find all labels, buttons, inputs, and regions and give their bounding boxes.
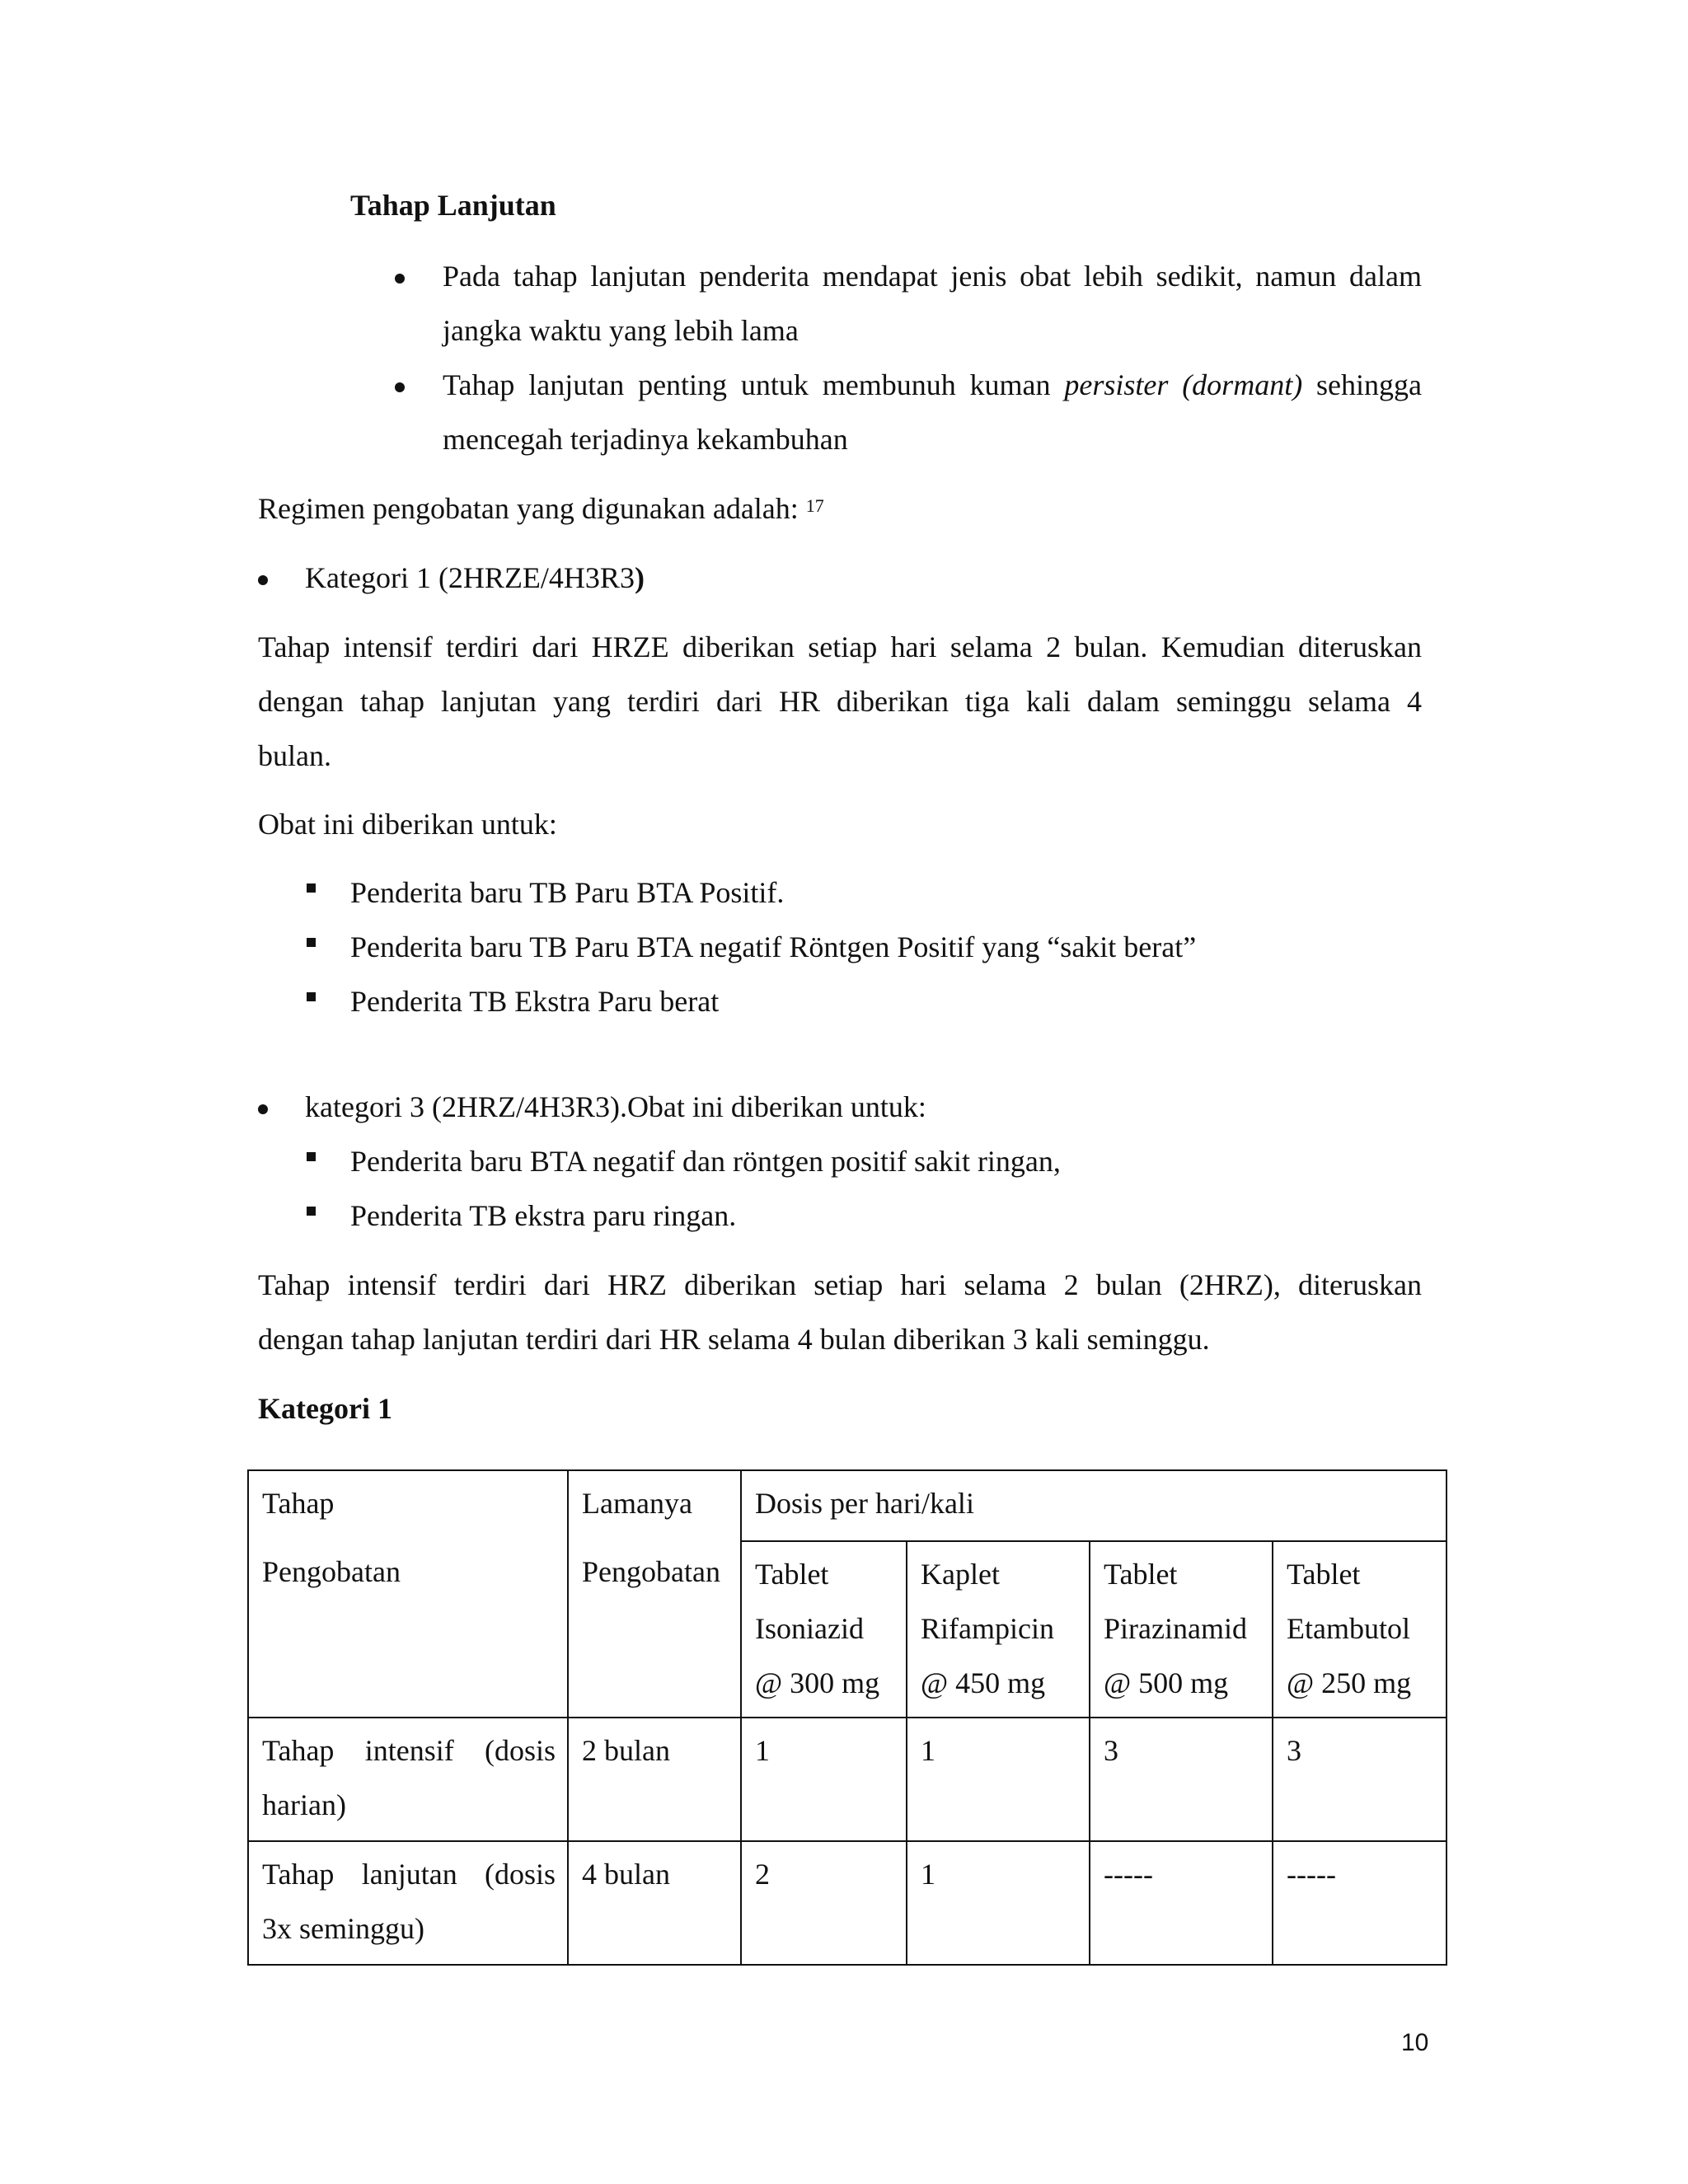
kategori1-para-line1: Tahap intensif terdiri dari HRZE diberikan setiap hari selama 2 bulan. Kemudian diteruskan	[258, 630, 1422, 663]
header-drug-pirazinamid: Tablet Pirazinamid @ 500 mg	[1090, 1541, 1273, 1718]
row-dose-rifampicin: 1	[907, 1718, 1090, 1841]
row-tahap: Tahap intensif (dosis harian)	[248, 1718, 568, 1841]
bullet-square	[307, 992, 316, 1001]
lanjutan-bullet-1-line2: jangka waktu yang lebih lama	[443, 314, 799, 347]
table-row	[248, 1841, 1447, 1965]
kategori3-para-line2: dengan tahap lanjutan terdiri dari HR selama 4 bulan diberikan 3 kali seminggu.	[258, 1323, 1210, 1356]
bullet-square	[307, 883, 316, 893]
kategori1-target-3: Penderita TB Ekstra Paru berat	[350, 985, 720, 1018]
bullet-dot	[258, 575, 268, 585]
bullet-dot	[395, 274, 405, 284]
row-dose-etambutol: -----	[1273, 1841, 1447, 1965]
lanjutan-bullet-1-line1: Pada tahap lanjutan penderita mendapat jenis obat lebih sedikit, namun dalam	[443, 260, 1422, 293]
kategori1-target-2: Penderita baru TB Paru BTA negatif Röntgen Positif yang “sakit berat”	[350, 930, 1197, 963]
page-number: 10	[1401, 2029, 1429, 2056]
table-title: Kategori 1	[258, 1392, 392, 1425]
header-drug-isoniazid: Tablet Isoniazid @ 300 mg	[741, 1541, 907, 1718]
bullet-dot	[395, 382, 405, 392]
row-dose-isoniazid: 1	[741, 1718, 907, 1841]
kategori1-para-line2: dengan tahap lanjutan yang terdiri dari HR diberikan tiga kali dalam seminggu selama 4	[258, 685, 1422, 718]
kategori1-para-line3: bulan.	[258, 739, 331, 772]
bullet-dot	[258, 1104, 268, 1114]
heading-tahap-lanjutan: Tahap Lanjutan	[350, 189, 556, 222]
obat-intro: Obat ini diberikan untuk:	[258, 808, 557, 841]
kategori1-bullet: Kategori 1 (2HRZE/4H3R3)	[305, 561, 645, 594]
row-lamanya: 2 bulan	[568, 1718, 741, 1841]
row-tahap: Tahap lanjutan (dosis 3x seminggu)	[248, 1841, 568, 1965]
kategori3-target-1: Penderita baru BTA negatif dan röntgen positif sakit ringan,	[350, 1145, 1061, 1178]
row-dose-etambutol: 3	[1273, 1718, 1447, 1841]
header-dosis: Dosis per hari/kali	[741, 1470, 1447, 1541]
header-drug-rifampicin: Kaplet Rifampicin @ 450 mg	[907, 1541, 1090, 1718]
row-lamanya: 4 bulan	[568, 1841, 741, 1965]
footnote-ref: 17	[805, 495, 824, 516]
lanjutan-bullet-2-line1: Tahap lanjutan penting untuk membunuh kuman persister (dormant) sehingga	[443, 368, 1422, 401]
kategori3-bullet: kategori 3 (2HRZ/4H3R3).Obat ini diberikan untuk:	[305, 1090, 926, 1123]
row-dose-pirazinamid: -----	[1090, 1841, 1273, 1965]
regimen-intro: Regimen pengobatan yang digunakan adalah: $^{17}$	[258, 492, 824, 525]
header-drug-etambutol: Tablet Etambutol @ 250 mg	[1273, 1541, 1447, 1718]
row-dose-pirazinamid: 3	[1090, 1718, 1273, 1841]
kategori1-target-1: Penderita baru TB Paru BTA Positif.	[350, 876, 785, 909]
lanjutan-bullet-2-line2: mencegah terjadinya kekambuhan	[443, 423, 848, 456]
bullet-square	[307, 1207, 316, 1216]
kategori3-para-line1: Tahap intensif terdiri dari HRZ diberikan setiap hari selama 2 bulan (2HRZ), diteruskan	[258, 1268, 1422, 1301]
kategori3-target-2: Penderita TB ekstra paru ringan.	[350, 1199, 737, 1232]
row-dose-isoniazid: 2	[741, 1841, 907, 1965]
header-lamanya-pengobatan: Lamanya Pengobatan	[568, 1470, 741, 1718]
table-row	[248, 1718, 1447, 1841]
header-tahap-pengobatan: Tahap Pengobatan	[248, 1470, 568, 1718]
row-dose-rifampicin: 1	[907, 1841, 1090, 1965]
bullet-square	[307, 1152, 316, 1161]
dosage-table	[247, 1469, 1447, 1966]
bullet-square	[307, 938, 316, 947]
